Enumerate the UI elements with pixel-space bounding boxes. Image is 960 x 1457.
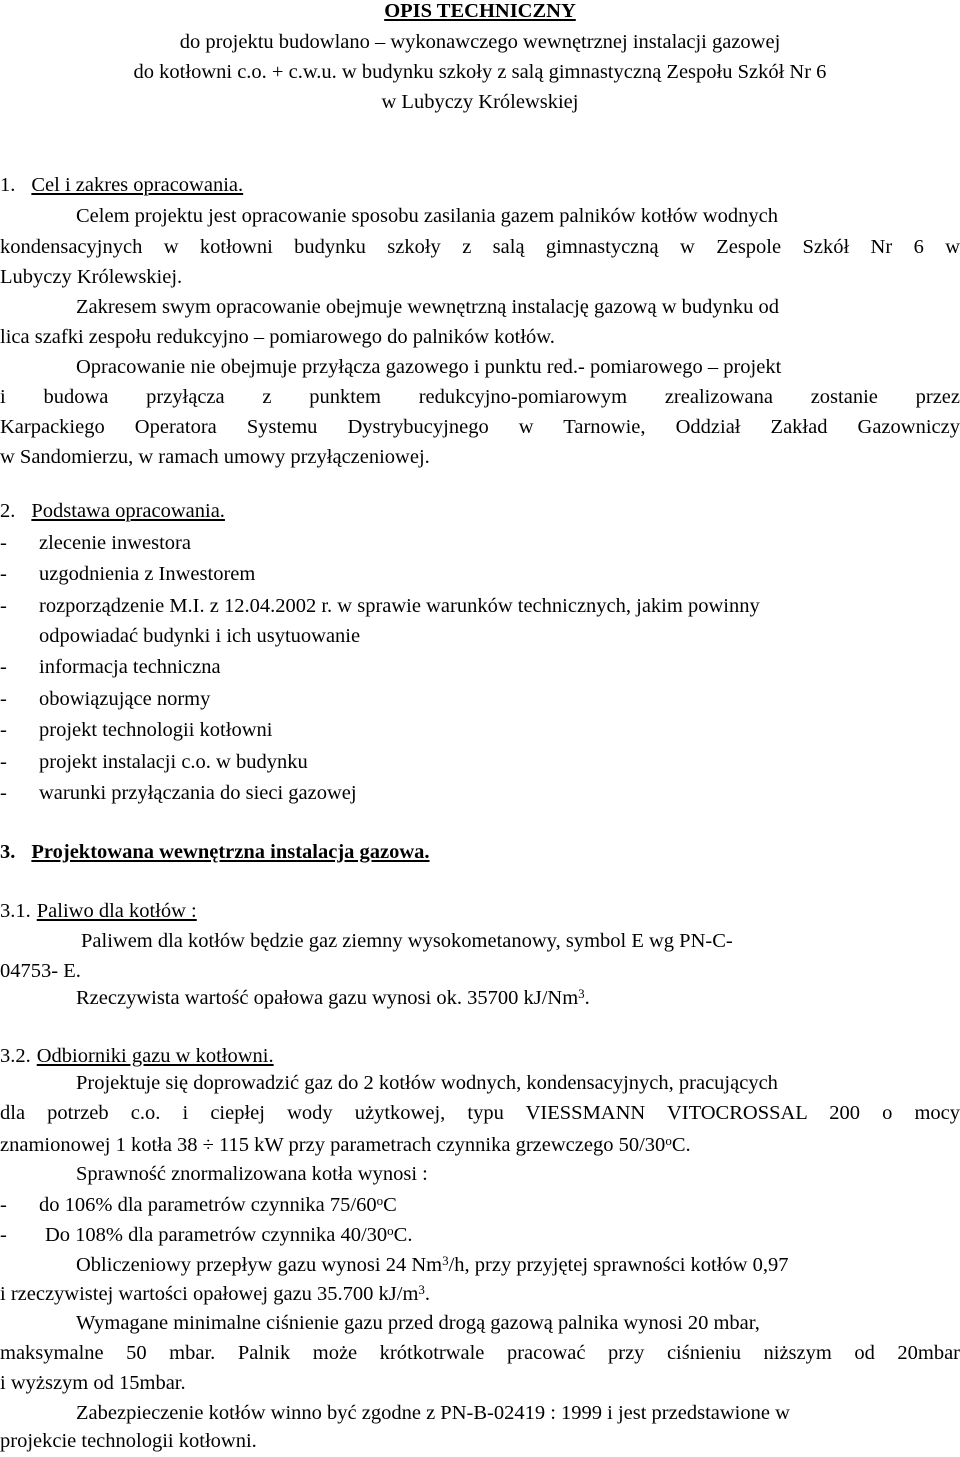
s1-line-5: lica szafki zespołu redukcyjno – pomiarowego do palników kotłów. [0, 326, 555, 348]
s2-item-3-cont: odpowiadać budynki i ich usytuowanie [39, 625, 361, 647]
s31-line-1: Paliwem dla kotłów będzie gaz ziemny wysokometanowy, symbol E wg PN-C- [81, 930, 733, 952]
s2-item-7-text: projekt instalacji c.o. w budynku [39, 751, 308, 773]
section-2-title: Podstawa opracowania. [31, 500, 225, 522]
section-3-1-title: Paliwo dla kotłów : [36, 900, 197, 922]
s32-p1-line-1: Projektuje się doprowadzić gaz do 2 kotłów wodnych, kondensacyjnych, pracujących [76, 1072, 778, 1094]
section-1-number: 1. [0, 174, 16, 196]
s2-item-4-text: informacja techniczna [39, 656, 221, 678]
s32-p1-line-3 [0, 1130, 960, 1161]
section-3-heading [0, 837, 960, 868]
s1-line-4: Zakresem swym opracowanie obejmuje wewnętrzną instalację gazową w budynku od [76, 296, 780, 318]
s1-line-1: Celem projektu jest opracowanie sposobu zasilania gazem palników kotłów wodnych [76, 205, 778, 227]
s32-p5-line-1: Zabezpieczenie kotłów winno być zgodne z PN-B-02419 : 1999 i jest przedstawione w [76, 1402, 790, 1424]
s32-p3-line-2 [0, 1279, 960, 1310]
list-dash: - [0, 563, 7, 585]
s32-p3-line-1-text: Obliczeniowy przepływ gazu wynosi 24 Nm [76, 1254, 443, 1276]
section-3-number: 3. [0, 841, 16, 863]
s2-item-3 [0, 591, 960, 622]
section-1-heading [0, 170, 960, 201]
s1-line-7: i budowa przyłącza z punktem redukcyjno-pomiarowym zrealizowana zostanie przez [0, 386, 960, 408]
s2-item-6-text: projekt technologii kotłowni [39, 719, 273, 741]
superscript-3: 3 [442, 1253, 449, 1268]
superscript-3: 3 [578, 986, 585, 1001]
s32-p3-line-1 [0, 1250, 960, 1281]
section-1-title: Cel i zakres opracowania. [31, 174, 244, 196]
s2-item-5 [0, 684, 960, 715]
s32-p3-line-1-end: /h, przy przyjętej sprawności kotłów 0,97 [448, 1254, 789, 1276]
s32-p1-line-3-text: znamionowej 1 kotła 38 ÷ 115 kW przy parametrach czynnika grzewczego 50/30 [0, 1134, 666, 1156]
s32-bullet-1 [0, 1190, 960, 1221]
list-dash: - [0, 688, 7, 710]
title-text: OPIS TECHNICZNY [384, 0, 576, 22]
s2-item-2-text: uzgodnienia z Inwestorem [39, 563, 256, 585]
s31-line-3 [0, 983, 960, 1014]
s1-line-6 [0, 352, 960, 383]
section-2-heading [0, 496, 960, 527]
list-dash: - [0, 719, 7, 741]
section-3-title: Projektowana wewnętrzna instalacja gazowa. [31, 841, 430, 863]
s32-bullet-2-end: C. [393, 1224, 413, 1246]
s32-bullet-2-text: Do 108% dla parametrów czynnika 40/30 [45, 1224, 388, 1246]
subtitle-line-3: w Lubyczy Królewskiej [381, 91, 579, 113]
section-3-2-number: 3.2. [0, 1045, 31, 1067]
s2-item-8 [0, 778, 960, 809]
superscript-3: 3 [418, 1282, 425, 1297]
section-3-1-heading [0, 896, 960, 927]
s32-p4-line-3: i wyższym od 15mbar. [0, 1372, 186, 1394]
subtitle-line-1: do projektu budowlano – wykonawczego wewnętrznej instalacji gazowej [179, 31, 781, 53]
s32-p1-line-2: dla potrzeb c.o. i ciepłej wody użytkowej, typu VIESSMANN VITOCROSSAL 200 o mocy [0, 1102, 960, 1124]
superscript-o: o [376, 1193, 384, 1208]
list-dash: - [0, 595, 7, 617]
s32-p1-line-3-end: C. [671, 1134, 691, 1156]
section-3-1-number: 3.1. [0, 900, 31, 922]
s2-item-4 [0, 652, 960, 683]
s32-bullet-2 [0, 1220, 960, 1251]
s2-item-5-text: obowiązujące normy [39, 688, 211, 710]
s1-line-9: w Sandomierzu, w ramach umowy przyłączeniowej. [0, 446, 430, 468]
s32-bullet-1-text: do 106% dla parametrów czynnika 75/60 [39, 1194, 377, 1216]
s1-line-6-text: Opracowanie nie obejmuje przyłącza gazowego i punktu red.- pomiarowego – projekt [76, 356, 782, 378]
s2-item-7 [0, 747, 960, 778]
s2-item-3-text: rozporządzenie M.I. z 12.04.2002 r. w sprawie warunków technicznych, jakim powinny [39, 595, 760, 617]
subtitle-line-2: do kotłowni c.o. + c.w.u. w budynku szkoły z salą gimnastyczną Zespołu Szkół Nr 6 [133, 61, 827, 83]
s32-p4-line-2: maksymalne 50 mbar. Palnik może krótkotrwale pracować przy ciśnieniu niższym od 20mbar [0, 1342, 960, 1364]
section-2-number: 2. [0, 500, 16, 522]
s31-line-3-text: Rzeczywista wartość opałowa gazu wynosi ok. 35700 kJ/Nm [76, 987, 579, 1009]
s2-item-8-text: warunki przyłączania do sieci gazowej [39, 782, 357, 804]
s32-p3-line-2-end: . [424, 1283, 431, 1305]
s32-p3-line-2-text: i rzeczywistej wartości opałowej gazu 35.700 kJ/m [0, 1283, 419, 1305]
s2-item-6 [0, 715, 960, 746]
list-dash: - [0, 532, 7, 554]
list-dash: - [0, 1194, 7, 1216]
s32-p4-line-1: Wymagane minimalne ciśnienie gazu przed drogą gazową palnika wynosi 20 mbar, [76, 1312, 760, 1334]
s2-item-2 [0, 559, 960, 590]
s1-line-3: Lubyczy Królewskiej. [0, 266, 183, 288]
s32-p2: Sprawność znormalizowana kotła wynosi : [76, 1163, 428, 1185]
superscript-o: o [665, 1133, 672, 1148]
s1-line-8: Karpackiego Operatora Systemu Dystrybucyjnego w Tarnowie, Oddział Zakład Gazowniczy [0, 416, 960, 438]
s32-bullet-1-end: C [383, 1194, 397, 1216]
list-dash: - [0, 1224, 7, 1246]
document-title [0, 0, 960, 27]
superscript-o: o [387, 1223, 394, 1238]
s2-item-1 [0, 528, 960, 559]
s31-line-2: 04753- E. [0, 960, 81, 982]
list-dash: - [0, 782, 7, 804]
s1-line-2: kondensacyjnych w kotłowni budynku szkoły z salą gimnastyczną w Zespole Szkół Nr 6 w [0, 236, 960, 258]
s2-item-1-text: zlecenie inwestora [39, 532, 191, 554]
list-dash: - [0, 656, 7, 678]
section-3-2-title: Odbiorniki gazu w kotłowni. [36, 1045, 274, 1067]
s32-p5-line-2: projekcie technologii kotłowni. [0, 1430, 257, 1452]
s31-line-3-end: . [584, 987, 590, 1009]
list-dash: - [0, 751, 7, 773]
